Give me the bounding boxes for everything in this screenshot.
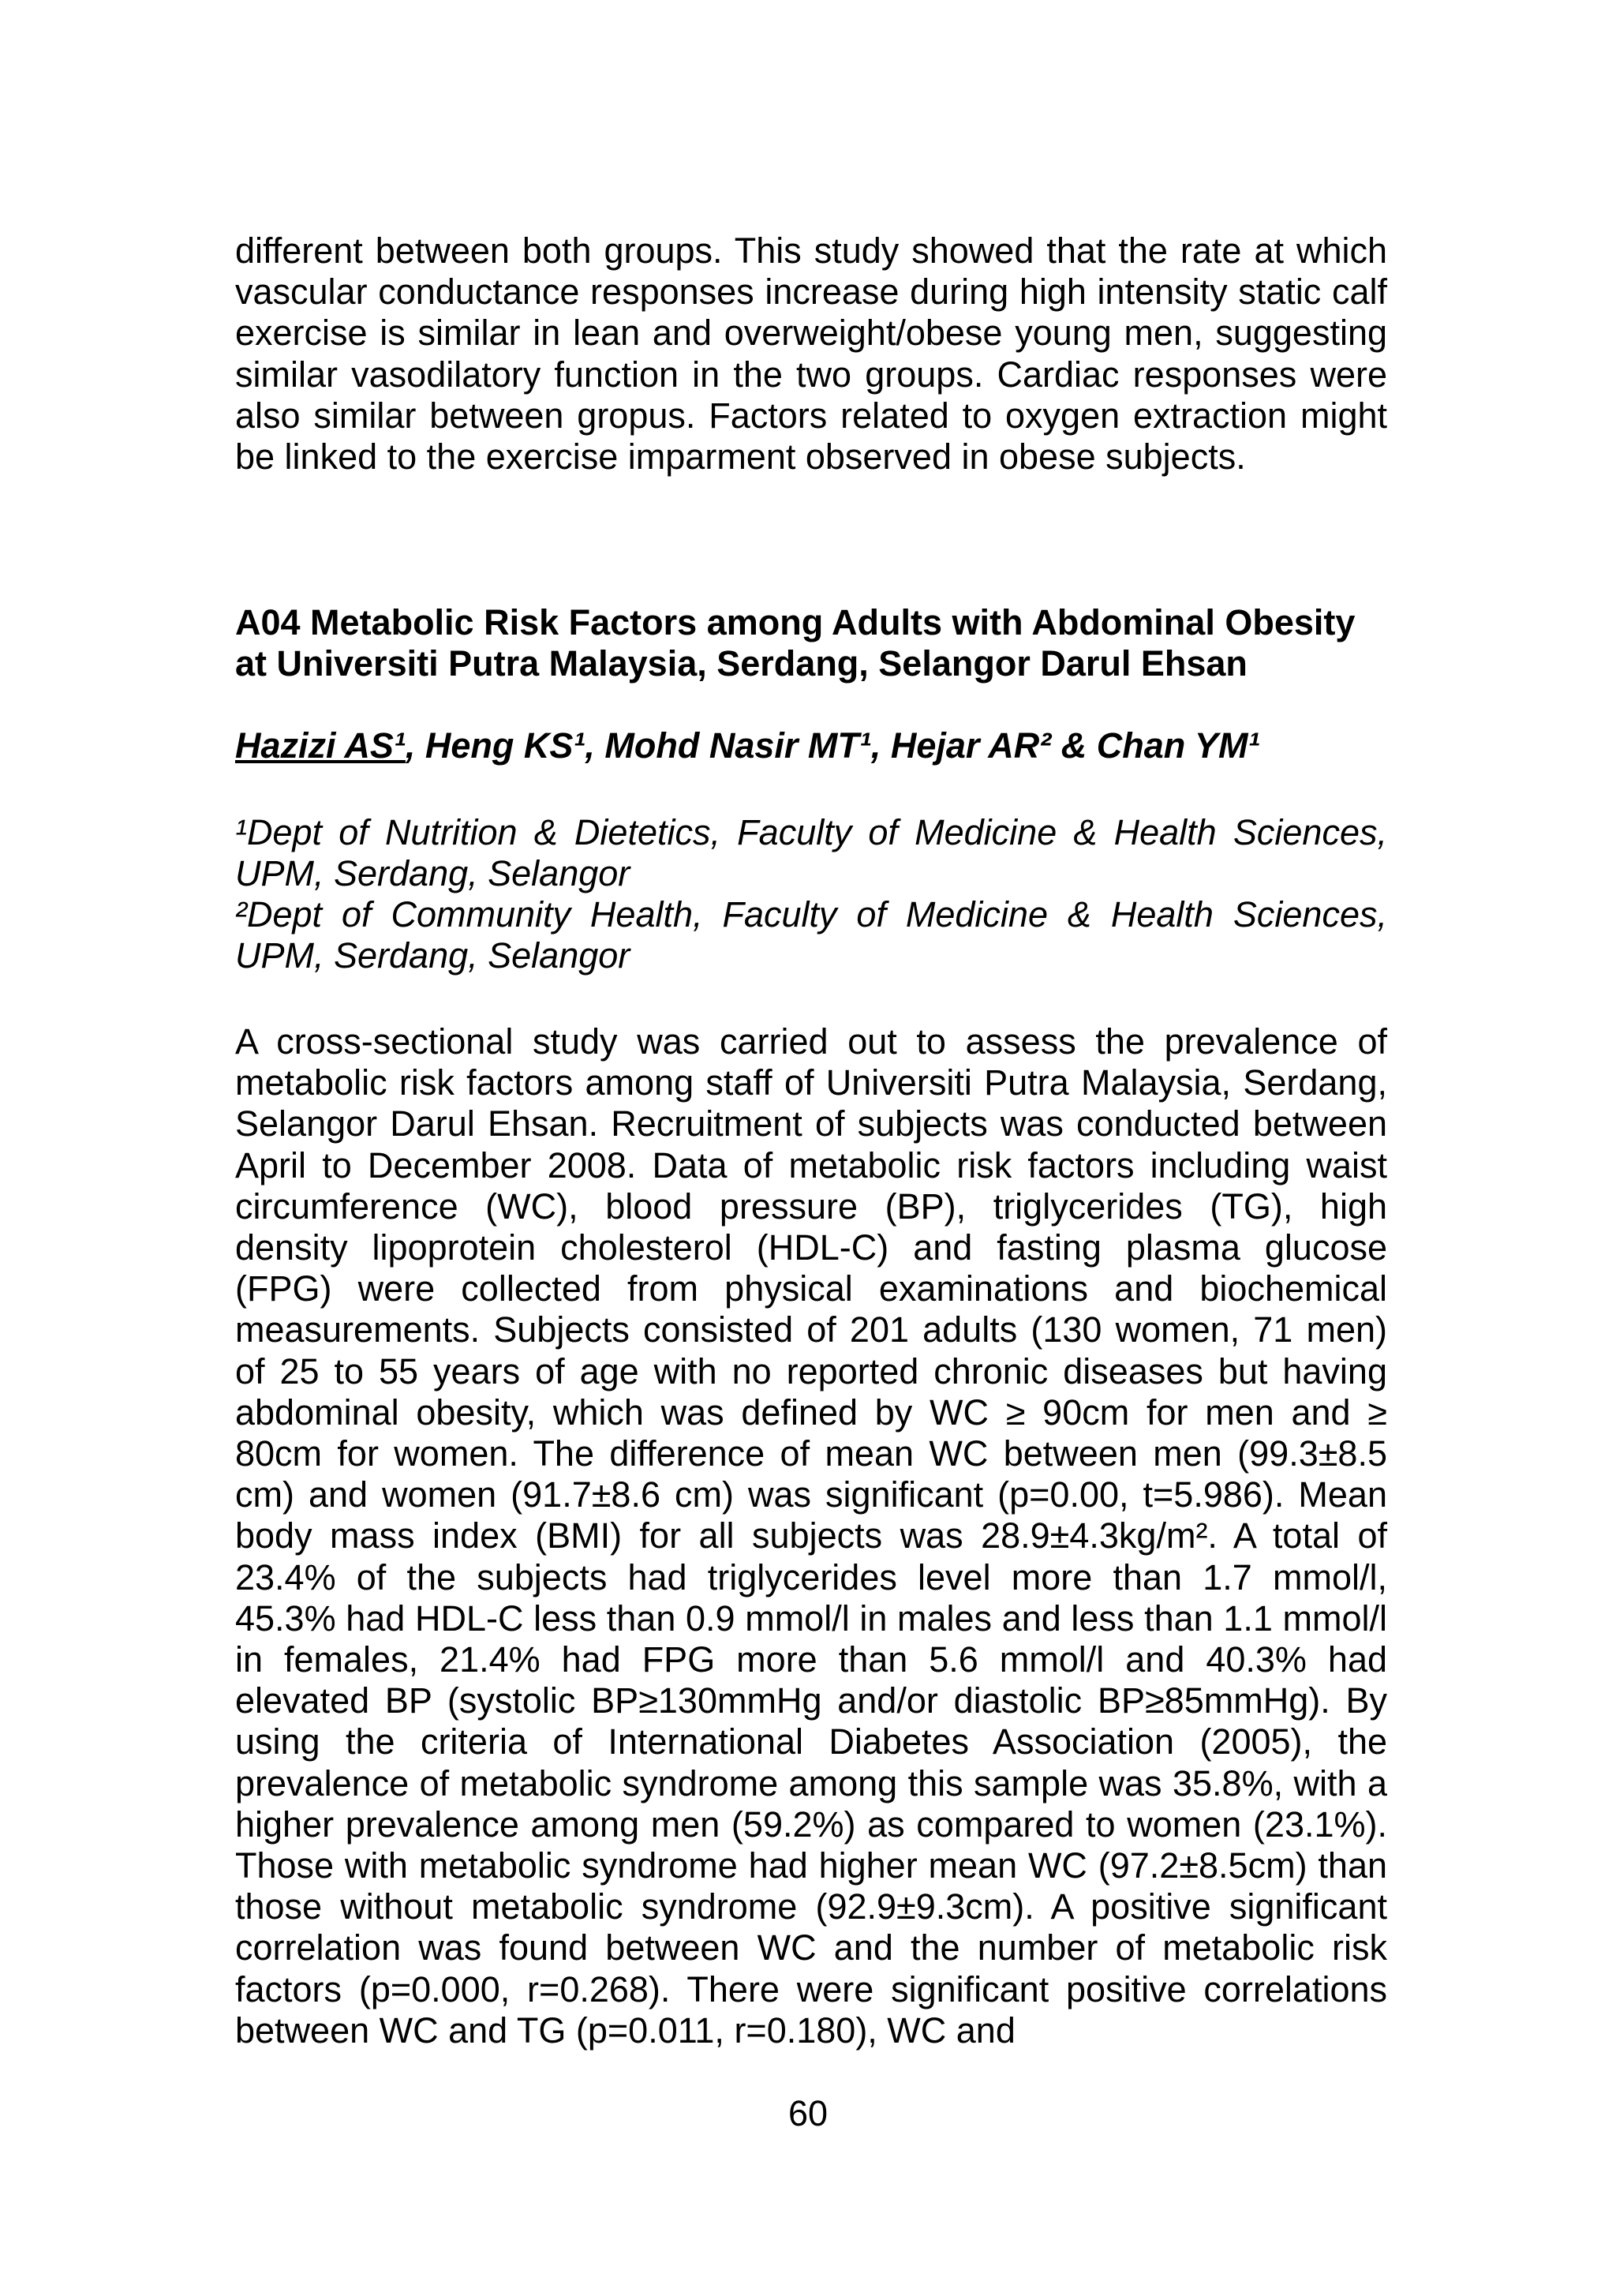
previous-abstract-continuation: different between both groups. This study showed that the rate at which vascular conductance responses increase during high intensity static calf exercise is similar in lean and overweight/obese young men, suggesting similar vasodilatory function in the two groups. Cardiac responses were also similar between gropus. Factors related to oxygen extraction might be linked to the exercise imparment observed in obese subjects. [235, 230, 1387, 478]
author-list [235, 725, 1387, 766]
abstract-body-container [235, 1021, 1387, 2051]
co-authors: , Heng KS¹, Mohd Nasir MT¹, Hejar AR² & Chan YM¹ [405, 725, 1260, 766]
abstract-title: A04 Metabolic Risk Factors among Adults with Abdominal Obesity at Universiti Putra Malaysia, Serdang, Selangor Darul Ehsan [235, 602, 1356, 684]
page-number: 60 [787, 2093, 829, 2133]
affiliation-1: ¹Dept of Nutrition & Dietetics, Faculty of Medicine & Health Sciences, UPM, Serdang, Selangor [235, 812, 1387, 893]
document-page [235, 230, 1387, 2051]
abstract-body: A cross-sectional study was carried out to assess the prevalence of metabolic risk factors among staff of Universiti Putra Malaysia, Serdang, Selangor Darul Ehsan. Recruitment of subjects was conducted between April to December 2008. Data of metabolic risk factors including waist circumference (WC), blood pressure (BP), triglycerides (TG), high density lipoprotein cholesterol (HDL-C) and fasting plasma glucose (FPG) were collected from physical examinations and biochemical measurements. Subjects consisted of 201 adults (130 women, 71 men) of 25 to 55 years of age with no reported chronic diseases but having abdominal obesity, which was defined by WC ≥ 90cm for men and ≥ 80cm for women. The difference of mean WC between men (99.3±8.5 cm) and women (91.7±8.6 cm) was significant (p=0.00, t=5.986). Mean body mass index (BMI) for all subjects was 28.9±4.3kg/m². A total of 23.4% of the subjects had triglycerides level more than 1.7 mmol/l, 45.3% had HDL-C less than 0.9 mmol/l in males and less than 1.1 mmol/l in females, 21.4% had FPG more than 5.6 mmol/l and 40.3% had elevated BP (systolic BP≥130mmHg and/or diastolic BP≥85mmHg). By using the criteria of International Diabetes Association (2005), the prevalence of metabolic syndrome among this sample was 35.8%, with a higher prevalence among men (59.2%) as compared to women (23.1%). Those with metabolic syndrome had higher mean WC (97.2±8.5cm) than those without metabolic syndrome (92.9±9.3cm). A positive significant correlation was found between WC and the number of metabolic risk factors (p=0.000, r=0.268). There were significant positive correlations between WC and TG (p=0.011, r=0.180), WC and [235, 1021, 1387, 2051]
affiliations [235, 812, 1387, 976]
affiliation-2: ²Dept of Community Health, Faculty of Medicine & Health Sciences, UPM, Serdang, Selangor [235, 894, 1387, 976]
presenting-author: Hazizi AS¹ [235, 725, 406, 766]
